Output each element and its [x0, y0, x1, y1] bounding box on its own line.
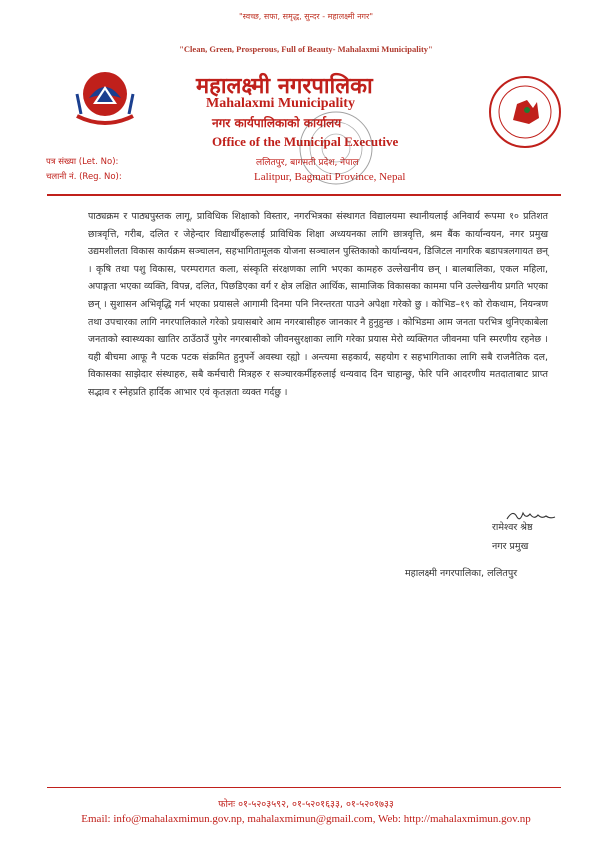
letter-number-label: पत्र संख्या (Let. No): — [46, 157, 119, 167]
footer-divider — [47, 787, 561, 788]
signer-block — [492, 518, 533, 556]
signer-organization: महालक्ष्मी नगरपालिका, ललितपुर — [405, 568, 518, 579]
slogan-nepali: "स्वच्छ, सफा, समृद्ध, सुन्दर - महालक्ष्मी नगर" — [238, 12, 374, 21]
registration-number-label: चलानी नं. (Reg. No): — [46, 172, 122, 182]
slogan-english: "Clean, Green, Prosperous, Full of Beauty- Mahalaxmi Municipality" — [179, 44, 433, 54]
signer-name: रामेश्वर श्रेष्ठ — [492, 522, 533, 533]
municipality-logo-icon — [487, 74, 563, 150]
municipality-title-english: Mahalaxmi Municipality — [206, 96, 355, 111]
municipality-title-nepali: महालक्ष्मी नगरपालिका — [196, 74, 373, 99]
address-english: Lalitpur, Bagmati Province, Nepal — [254, 171, 406, 183]
letter-body: पाठ्यक्रम र पाठ्यपुस्तक लागू, प्राविधिक शिक्षाको विस्तार, नगरभित्रका संस्थागत विद्यालयमा स्थानीयलाई अनिवार्य रूपमा १० प्रतिशत छात्रवृत्ति, गरीब, दलित र जेहेन्दार विद्यार्थीहरूलाई प्राविधिक शिक्षा अध्ययनका लागि छात्रवृत्ति, श्रम बैंक कार्यान्वयन, नगर प्रमुख उद्यमशीलता विकास कार्यक्रम सञ्चालन, सहभागितामूलक योजना सञ्चालन पुस्तिकाको कार्यान्वयन, डिजिटल नागरिक बडापत्रलगायत छन् । कृषि तथा पशु विकास, परम्परागत कला, संस्कृति संरक्षणका लागि भएका कामहरु उल्लेखनीय छन् । बालबालिका, एकल महिला, अपाङ्गता भएका व्यक्ति, विपन्न, दलित, पिछडिएका वर्ग र क्षेत्र लक्षित आर्थिक, सामाजिक विकासका काममा पनि उल्लेखनीय प्रगति भएका छन् । सुशासन अभिवृद्धि गर्न भएका प्रयासले आगामी दिनमा पनि निरन्तरता पाउने अपेक्षा गरेको छु । कोभिड–१९ को रोकथाम, नियन्त्रण तथा उपचारका लागि नगरपालिकाले गरेको प्रयासबारे आम नगरबासीहरु जानकार नै हुनुहुन्छ । कोभिडमा आम जनता परभित्र थुनिएकाबेला जनताको स्वास्थ्यका खातिर ठाउँठाउँ पुगेर नगरबासीको जीवनसुरक्षाका लागि गरेका प्रयास मेरो व्यक्तिगत जीवनमा पनि स्मरणीय रहनेछ । यही बीचमा आफू नै पटक पटक संक्रमित हुनुपर्ने अवस्था रह्यो । अन्त्यमा सहकार्य, सहयोग र सहभागिताका लागि सबै राजनैतिक दल, विकासका साझेदार संस्थाहरु, सबै कर्मचारी मित्रहरु र सञ्चारकर्मीहरुलाई धन्यवाद दिन चाहान्छु, फेरि पनि आदरणीय मतदाताबाट प्राप्त सद्भाव र स्नेहप्रति हार्दिक आभार एवं कृतज्ञता व्यक्त गर्दछु । — [88, 211, 548, 398]
office-title-english: Office of the Municipal Executive — [212, 134, 399, 149]
footer-phone: फोनः ०१-५२०३५९२, ०१-५२०१६३३, ०१-५२०१७३३ — [218, 799, 394, 810]
reference-numbers — [46, 155, 122, 185]
address-nepali: ललितपुर, बागमती प्रदेश, नेपाल — [256, 158, 359, 168]
nepal-government-emblem-icon — [71, 64, 139, 132]
office-stamp-icon — [296, 108, 376, 188]
signer-title: नगर प्रमुख — [492, 541, 529, 552]
header-divider — [47, 194, 561, 196]
footer-contact: Email: info@mahalaxmimun.gov.np, mahalaxmimun@gmail.com, Web: http://mahalaxmimun.gov.np — [81, 813, 531, 825]
office-title-nepali: नगर कार्यपालिकाको कार्यालय — [212, 116, 342, 130]
